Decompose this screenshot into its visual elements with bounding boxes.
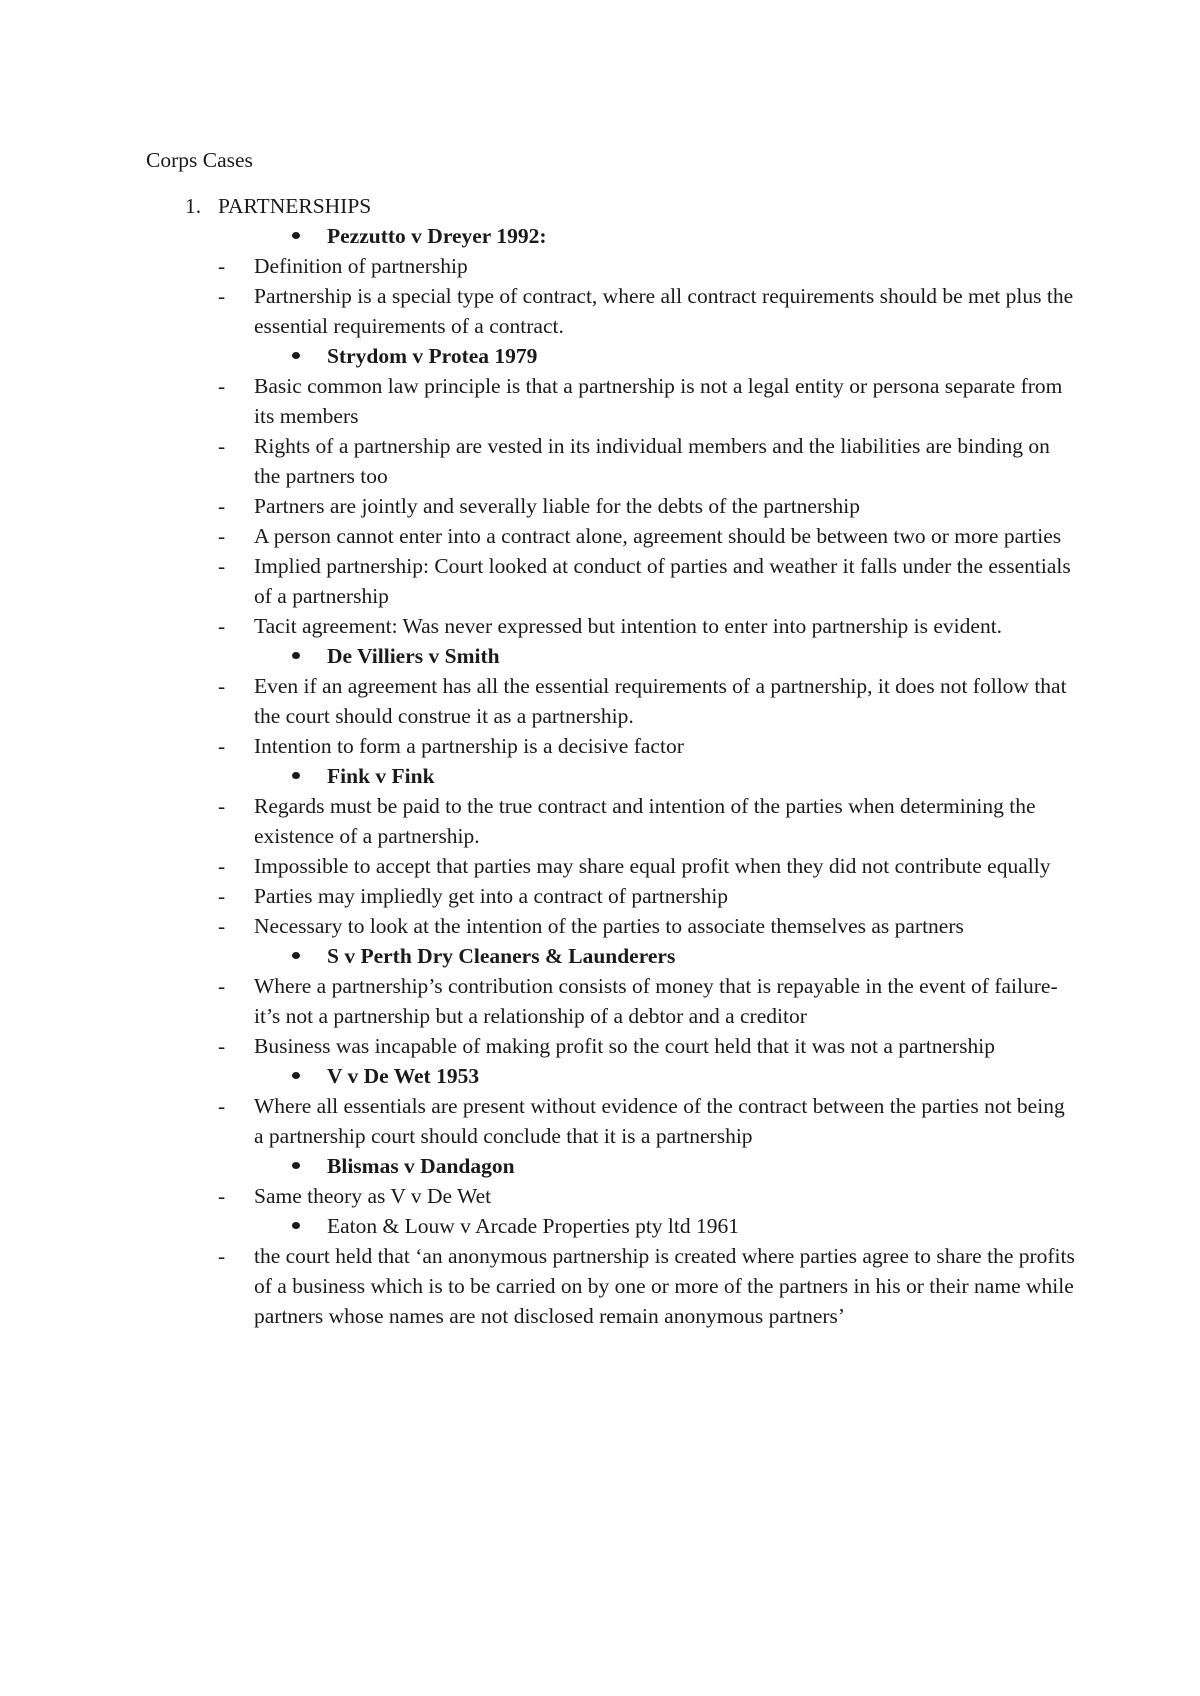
- dash-marker: -: [218, 1184, 226, 1208]
- case-name: Eaton & Louw v Arcade Properties pty ltd 1961: [327, 1214, 740, 1238]
- case-heading: [146, 221, 1076, 251]
- case-heading: [146, 941, 1076, 971]
- list-item-text: Where a partnership’s contribution consists of money that is repayable in the event of failure- it’s not a partnership but a relationship of a debtor and a creditor: [254, 974, 1058, 1028]
- bullet-icon: [292, 772, 300, 779]
- case-name: Blismas v Dandagon: [327, 1154, 515, 1178]
- list-item: [146, 1031, 1076, 1061]
- list-item-text: Necessary to look at the intention of the parties to associate themselves as partners: [254, 914, 964, 938]
- section-number: 1.: [185, 194, 202, 218]
- list-item-text: Parties may impliedly get into a contract of partnership: [254, 884, 729, 908]
- list-item: [146, 611, 1076, 641]
- bullet-icon: [292, 1162, 300, 1169]
- list-item-text: Even if an agreement has all the essential requirements of a partnership, it does not follow that the court should construe it as a partnership.: [254, 674, 1067, 728]
- list-item-text: Rights of a partnership are vested in its individual members and the liabilities are binding on the partners too: [254, 434, 1050, 488]
- list-item: [146, 731, 1076, 761]
- bullet-icon: [292, 1072, 300, 1079]
- list-item: [146, 1091, 1076, 1151]
- bullet-icon: [292, 352, 300, 359]
- dash-marker: -: [218, 914, 226, 938]
- list-item-text: Same theory as V v De Wet: [254, 1184, 492, 1208]
- dash-marker: -: [218, 1244, 226, 1268]
- list-item: [146, 551, 1076, 611]
- case-heading: [146, 761, 1076, 791]
- dash-marker: -: [218, 494, 226, 518]
- bullet-icon: [292, 232, 300, 239]
- list-item: [146, 971, 1076, 1031]
- dash-marker: -: [218, 734, 226, 758]
- list-item: [146, 431, 1076, 491]
- case-heading: [146, 341, 1076, 371]
- list-item-text: Partnership is a special type of contract, where all contract requirements should be met plus the essential requirements of a contract.: [254, 284, 1074, 338]
- list-item: [146, 671, 1076, 731]
- bullet-icon: [292, 1222, 300, 1229]
- section-heading: [146, 191, 1076, 221]
- list-item: [146, 791, 1076, 851]
- list-item-text: Impossible to accept that parties may share equal profit when they did not contribute equally: [254, 854, 1051, 878]
- list-item-text: Where all essentials are present without evidence of the contract between the parties not being a partnership court should conclude that it is a partnership: [254, 1094, 1065, 1148]
- case-heading: [146, 1061, 1076, 1091]
- case-heading: [146, 1211, 1076, 1241]
- list-item: [146, 281, 1076, 341]
- list-item-text: A person cannot enter into a contract alone, agreement should be between two or more parties: [254, 524, 1062, 548]
- dash-marker: -: [218, 554, 226, 578]
- dash-marker: -: [218, 1094, 226, 1118]
- list-item-text: Partners are jointly and severally liable for the debts of the partnership: [254, 494, 860, 518]
- list-item: [146, 491, 1076, 521]
- list-item-text: Tacit agreement: Was never expressed but intention to enter into partnership is evident.: [254, 614, 1003, 638]
- dash-marker: -: [218, 794, 226, 818]
- dash-marker: -: [218, 434, 226, 458]
- case-name: Pezzutto v Dreyer 1992:: [327, 224, 547, 248]
- list-item-text: Business was incapable of making profit so the court held that it was not a partnership: [254, 1034, 995, 1058]
- section-title: PARTNERSHIPS: [218, 194, 372, 218]
- dash-marker: -: [218, 884, 226, 908]
- dash-marker: -: [218, 284, 226, 308]
- list-item-text: Regards must be paid to the true contract and intention of the parties when determining the existence of a partnership.: [254, 794, 1036, 848]
- list-item-text: Definition of partnership: [254, 254, 468, 278]
- section-partnerships: [146, 191, 1076, 1331]
- dash-marker: -: [218, 374, 226, 398]
- bullet-icon: [292, 952, 300, 959]
- case-name: Strydom v Protea 1979: [327, 344, 538, 368]
- list-item: [146, 251, 1076, 281]
- case-heading: [146, 1151, 1076, 1181]
- case-name: De Villiers v Smith: [327, 644, 500, 668]
- list-item: [146, 881, 1076, 911]
- dash-marker: -: [218, 614, 226, 638]
- case-list: [146, 221, 1076, 1331]
- list-item-text: Implied partnership: Court looked at conduct of parties and weather it falls under the essentials of a partnership: [254, 554, 1071, 608]
- list-item: [146, 1241, 1076, 1331]
- case-name: Fink v Fink: [327, 764, 435, 788]
- list-item: [146, 1181, 1076, 1211]
- dash-marker: -: [218, 524, 226, 548]
- list-item: [146, 371, 1076, 431]
- dash-marker: -: [218, 1034, 226, 1058]
- case-heading: [146, 641, 1076, 671]
- dash-marker: -: [218, 974, 226, 998]
- dash-marker: -: [218, 674, 226, 698]
- bullet-icon: [292, 652, 300, 659]
- case-name: V v De Wet 1953: [327, 1064, 480, 1088]
- case-name: S v Perth Dry Cleaners & Launderers: [327, 944, 676, 968]
- list-item-text: the court held that ‘an anonymous partnership is created where parties agree to share the profits of a business which is to be carried on by one or more of the partners in his or their name while partners whose names are not disclosed remain anonymous partners’: [254, 1244, 1075, 1328]
- list-item: [146, 851, 1076, 881]
- list-item: [146, 911, 1076, 941]
- dash-marker: -: [218, 254, 226, 278]
- list-item: [146, 521, 1076, 551]
- list-item-text: Basic common law principle is that a partnership is not a legal entity or persona separate from its members: [254, 374, 1063, 428]
- document-title: Corps Cases: [146, 148, 253, 172]
- dash-marker: -: [218, 854, 226, 878]
- list-item-text: Intention to form a partnership is a decisive factor: [254, 734, 684, 758]
